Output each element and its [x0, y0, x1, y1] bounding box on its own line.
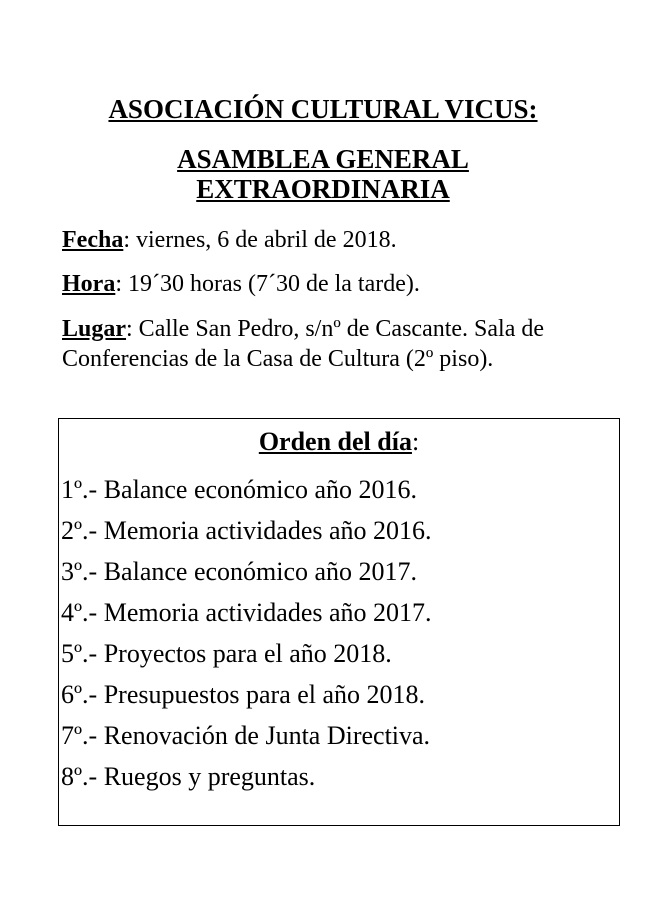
agenda-item: 8º.- Ruegos y preguntas.	[61, 762, 316, 791]
assembly-title-line1: ASAMBLEA GENERAL	[177, 144, 469, 174]
time-field	[62, 269, 622, 299]
assembly-title	[0, 144, 646, 204]
association-title: ASOCIACIÓN CULTURAL VICUS:	[108, 94, 538, 124]
date-label: Fecha	[62, 227, 124, 253]
agenda-title-colon: :	[411, 427, 420, 456]
agenda-title-text: Orden del día	[258, 427, 412, 456]
place-field	[62, 314, 622, 374]
agenda-item: 4º.- Memoria actividades año 2017.	[61, 598, 432, 627]
agenda-title	[59, 427, 619, 457]
agenda-list	[59, 469, 619, 797]
date-value: : viernes, 6 de abril de 2018.	[123, 227, 397, 253]
agenda-box	[58, 418, 620, 826]
time-value: : 19´30 horas (7´30 de la tarde).	[115, 271, 420, 297]
place-value: : Calle San Pedro, s/nº de Cascante. Sala de Conferencias de la Casa de Cultura (2º piso).	[62, 316, 545, 372]
agenda-item: 6º.- Presupuestos para el año 2018.	[61, 680, 426, 709]
time-label: Hora	[62, 271, 116, 297]
place-label: Lugar	[62, 316, 127, 342]
agenda-item: 2º.- Memoria actividades año 2016.	[61, 516, 432, 545]
agenda-item: 5º.- Proyectos para el año 2018.	[61, 639, 392, 668]
agenda-item: 7º.- Renovación de Junta Directiva.	[61, 721, 431, 750]
assembly-title-line2: EXTRAORDINARIA	[196, 174, 450, 204]
agenda-item: 3º.- Balance económico año 2017.	[61, 557, 418, 586]
agenda-item: 1º.- Balance económico año 2016.	[61, 475, 418, 504]
date-field	[62, 225, 622, 255]
